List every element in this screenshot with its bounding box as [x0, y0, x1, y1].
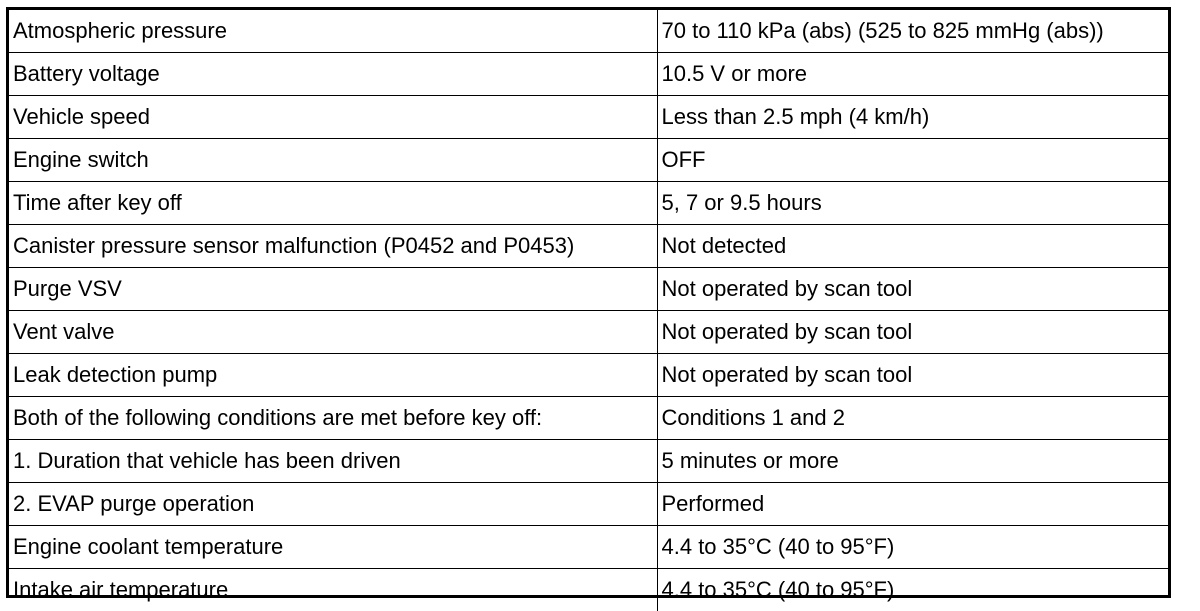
- table-row: [9, 182, 1168, 225]
- conditions-table-body: [9, 10, 1168, 611]
- condition-value-cell: 4.4 to 35°C (40 to 95°F): [657, 569, 1168, 611]
- condition-item-cell: Battery voltage: [9, 53, 657, 96]
- condition-item-cell: Engine coolant temperature: [9, 526, 657, 569]
- condition-value-cell: 10.5 V or more: [657, 53, 1168, 96]
- condition-value-cell: Conditions 1 and 2: [657, 397, 1168, 440]
- condition-value-cell: Not operated by scan tool: [657, 268, 1168, 311]
- condition-value-cell: Less than 2.5 mph (4 km/h): [657, 96, 1168, 139]
- table-row: [9, 139, 1168, 182]
- condition-value-cell: 5, 7 or 9.5 hours: [657, 182, 1168, 225]
- condition-value-cell: Not detected: [657, 225, 1168, 268]
- condition-value-cell: 5 minutes or more: [657, 440, 1168, 483]
- condition-value-cell: OFF: [657, 139, 1168, 182]
- table-row: [9, 225, 1168, 268]
- condition-item-cell: Intake air temperature: [9, 569, 657, 611]
- condition-value-cell: 4.4 to 35°C (40 to 95°F): [657, 526, 1168, 569]
- condition-value-cell: Performed: [657, 483, 1168, 526]
- condition-value-cell: 70 to 110 kPa (abs) (525 to 825 mmHg (abs)): [657, 10, 1168, 53]
- condition-item-cell: 1. Duration that vehicle has been driven: [9, 440, 657, 483]
- conditions-table: [9, 10, 1168, 611]
- table-row: [9, 483, 1168, 526]
- table-row: [9, 96, 1168, 139]
- condition-item-cell: Canister pressure sensor malfunction (P0452 and P0453): [9, 225, 657, 268]
- table-row: [9, 440, 1168, 483]
- condition-value-cell: Not operated by scan tool: [657, 354, 1168, 397]
- table-row: [9, 526, 1168, 569]
- condition-item-cell: Vehicle speed: [9, 96, 657, 139]
- condition-item-cell: Leak detection pump: [9, 354, 657, 397]
- conditions-table-frame: [6, 7, 1171, 598]
- condition-item-cell: 2. EVAP purge operation: [9, 483, 657, 526]
- table-row: [9, 354, 1168, 397]
- table-row: [9, 10, 1168, 53]
- table-row: [9, 397, 1168, 440]
- table-row: [9, 268, 1168, 311]
- table-row: [9, 311, 1168, 354]
- condition-item-cell: Engine switch: [9, 139, 657, 182]
- condition-item-cell: Vent valve: [9, 311, 657, 354]
- table-row: [9, 53, 1168, 96]
- condition-item-cell: Time after key off: [9, 182, 657, 225]
- condition-item-cell: Atmospheric pressure: [9, 10, 657, 53]
- condition-item-cell: Purge VSV: [9, 268, 657, 311]
- condition-value-cell: Not operated by scan tool: [657, 311, 1168, 354]
- table-row: [9, 569, 1168, 611]
- condition-item-cell: Both of the following conditions are met before key off:: [9, 397, 657, 440]
